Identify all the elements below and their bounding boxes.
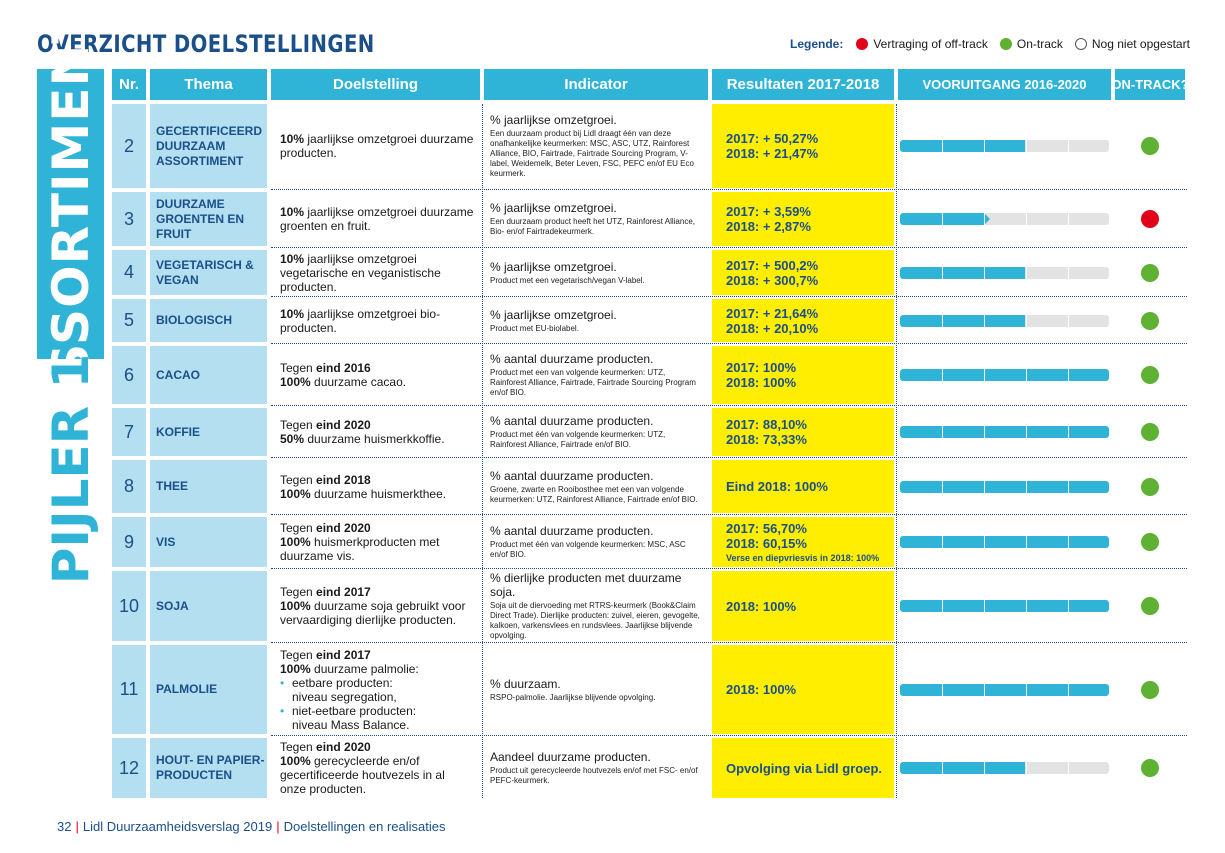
progress-bar-fill xyxy=(900,426,1109,438)
result-line: 2018: 100% xyxy=(726,598,797,614)
progress-bar xyxy=(900,600,1109,612)
progress-bar-segment-divider xyxy=(1026,369,1027,381)
row-indicator xyxy=(484,645,708,734)
page-title: OVERZICHT DOELSTELLINGEN xyxy=(37,30,375,58)
progress-bar-segment-divider xyxy=(1068,213,1069,225)
progress-bar xyxy=(900,369,1109,381)
progress-bar-segment-divider xyxy=(1068,481,1069,493)
indicator-title: % jaarlijkse omzetgroei. xyxy=(490,307,617,322)
green-status-icon xyxy=(1141,264,1159,282)
progress-bar-segment-divider xyxy=(984,213,985,225)
row-number: 4 xyxy=(112,250,146,295)
row-progress xyxy=(898,460,1111,513)
indicator-note: Product met één van volgende keurmerken: MSC, ASC en/of BIO. xyxy=(490,540,686,559)
row-status xyxy=(1115,104,1185,188)
progress-bar-fill xyxy=(900,481,1109,493)
goal-deadline-date: eind 2020 xyxy=(316,740,371,754)
indicator-title: % duurzaam. xyxy=(490,676,561,691)
goal-deadline-date: eind 2016 xyxy=(316,361,371,375)
row-progress xyxy=(898,517,1111,567)
progress-bar-segment-divider xyxy=(1026,684,1027,696)
progress-bar-segment-divider xyxy=(942,369,943,381)
goal-bullet-sub: niveau segregation, xyxy=(292,689,397,704)
indicator-note: Product met een vegetarisch/vegan V-label. xyxy=(490,275,645,285)
row-progress xyxy=(898,346,1111,404)
header-vooruitgang: VOORUITGANG 2016-2020 xyxy=(898,69,1111,100)
progress-bar-fill xyxy=(900,369,1109,381)
row-results xyxy=(712,738,894,798)
pillar-pijler xyxy=(37,353,104,585)
legend-item-on-track xyxy=(1000,37,1063,51)
row-divider xyxy=(271,514,1187,515)
row-status xyxy=(1115,460,1185,513)
indicator-note: Een duurzaam product heeft het UTZ, Rainforest Alliance, Bio- en/of Fairtradekeurmerk. xyxy=(490,217,695,236)
progress-bar-segment-divider xyxy=(1068,600,1069,612)
goal-deadline xyxy=(280,418,371,432)
goal-value: 50% xyxy=(280,432,305,446)
goal-bullet-sub: niveau Mass Balance. xyxy=(292,717,410,732)
column-divider xyxy=(482,104,483,798)
goal-text xyxy=(280,252,474,294)
progress-bar-segment-divider xyxy=(942,536,943,548)
progress-bar-segment-divider xyxy=(1068,369,1069,381)
row-results xyxy=(712,408,894,456)
row-status xyxy=(1115,645,1185,734)
pillar-pijler-label: PIJLER 1 xyxy=(41,353,100,585)
pillar-assortiment-label: ASSORTIMENT xyxy=(41,8,100,420)
indicator-note: Een duurzaam product bij Lidl draagt één van deze onafhankelijke keurmerken: MSC, ASC, UTZ, Rainforest Alliance, BIO, Fairtrade, Fairtrade Sourcing Program, V-label, Weidemelk, Beter Leven, FSC, PEFC en/of EU Eco keurmerk. xyxy=(490,129,694,178)
result-line: 2017: 100% xyxy=(726,360,797,375)
row-goal xyxy=(271,517,480,567)
progress-bar-segment-divider xyxy=(1026,140,1027,152)
result-line: 2017: 56,70% xyxy=(726,520,807,536)
row-theme: VEGETARISCH & VEGAN xyxy=(150,250,267,295)
result-line: 2017: + 500,2% xyxy=(726,257,819,273)
row-results xyxy=(712,299,894,342)
goal-deadline-prefix: Tegen xyxy=(280,585,317,599)
footer: 32 | Lidl Duurzaamheidsverslag 2019 | Doelstellingen en realisaties xyxy=(57,819,446,834)
progress-bar xyxy=(900,267,1109,279)
goal-description: duurzame huismerkkoffie. xyxy=(304,432,445,446)
row-status xyxy=(1115,250,1185,295)
goal-value: 100% xyxy=(280,486,311,501)
goal-description: duurzame huismerkthee. xyxy=(310,486,447,501)
goal-value: 100% xyxy=(280,599,311,613)
row-divider xyxy=(271,642,1187,643)
legend-label: Legende: xyxy=(790,37,844,51)
progress-bar xyxy=(900,481,1109,493)
progress-bar-segment-divider xyxy=(984,426,985,438)
progress-bar-segment-divider xyxy=(1026,536,1027,548)
goal-deadline-prefix: Tegen xyxy=(280,361,317,375)
indicator-title: % aantal duurzame producten. xyxy=(490,468,654,483)
row-number: 11 xyxy=(112,645,146,734)
progress-bar-segment-divider xyxy=(984,140,985,152)
result-line: 2018: 60,15% xyxy=(726,535,807,551)
row-results xyxy=(712,192,894,246)
goal-deadline-date: eind 2017 xyxy=(316,585,371,599)
progress-bar-segment-divider xyxy=(942,213,943,225)
goal-deadline xyxy=(280,521,371,535)
row-number: 2 xyxy=(112,104,146,188)
progress-bar-segment-divider xyxy=(1026,315,1027,327)
report-title: Lidl Duurzaamheidsverslag 2019 xyxy=(82,819,273,834)
progress-bar-segment-divider xyxy=(984,481,985,493)
indicator-note: Groene, zwarte en Rooibosthee met een van volgende keurmerken: UTZ, Rainforest Alliance, Fairtrade en/of BIO. xyxy=(490,484,698,504)
row-indicator xyxy=(484,460,708,513)
result-line: 2018: + 2,87% xyxy=(726,219,811,234)
row-number: 3 xyxy=(112,192,146,246)
header-nr: Nr. xyxy=(112,69,146,100)
indicator-title: % aantal duurzame producten. xyxy=(490,524,654,538)
row-theme: BIOLOGISCH xyxy=(150,299,267,342)
goal-deadline-prefix: Tegen xyxy=(280,472,317,487)
result-line: 2018: 73,33% xyxy=(726,432,807,447)
goal-description: jaarlijkse omzetgroei vegetarische en veganistische producten. xyxy=(280,251,441,294)
goal-deadline-date: eind 2018 xyxy=(316,472,371,487)
green-status-icon xyxy=(1141,312,1159,330)
goal-text xyxy=(280,487,446,501)
result-line: 2018: + 300,7% xyxy=(726,272,819,288)
goal-bullet: • eetbare producten: xyxy=(280,676,393,690)
row-goal xyxy=(271,346,480,404)
goal-value: 10% xyxy=(280,306,305,321)
progress-bar-segment-divider xyxy=(1068,426,1069,438)
row-status xyxy=(1115,738,1185,798)
pillar-assortiment xyxy=(37,8,104,420)
progress-bar-segment-divider xyxy=(1068,536,1069,548)
progress-bar-segment-divider xyxy=(942,600,943,612)
indicator-note: RSPO-palmolie. Jaarlijkse blijvende opvolging. xyxy=(490,692,656,702)
progress-bar-segment-divider xyxy=(1026,600,1027,612)
progress-bar xyxy=(900,426,1109,438)
pillar-sidebar xyxy=(37,8,104,797)
row-number: 8 xyxy=(112,460,146,513)
progress-bar-segment-divider xyxy=(984,600,985,612)
row-status xyxy=(1115,408,1185,456)
legend-item-label: Nog niet opgestart xyxy=(1091,37,1190,51)
indicator-title: Aandeel duurzame producten. xyxy=(490,750,651,764)
indicator-title: % jaarlijkse omzetgroei. xyxy=(490,201,617,215)
row-indicator xyxy=(484,299,708,342)
legend-item-label: On-track xyxy=(1016,37,1063,51)
result-line: 2017: + 50,27% xyxy=(726,131,819,146)
row-status xyxy=(1115,517,1185,567)
row-indicator xyxy=(484,104,708,188)
goal-deadline xyxy=(280,648,371,662)
goal-text xyxy=(280,205,474,233)
goal-text xyxy=(280,307,474,335)
row-progress xyxy=(898,738,1111,798)
goal-description: gerecycleerde en/of gecertificeerde houtvezels in al onze producten. xyxy=(280,754,445,796)
goal-value: 100% xyxy=(280,375,311,389)
row-indicator xyxy=(484,192,708,246)
red-dot-icon xyxy=(856,38,868,50)
row-goal xyxy=(271,250,480,295)
indicator-note: Soja uit de diervoeding met RTRS-keurmerk (Book&Claim Direct Trade). Dierlijke producten: zuivel, eieren, gevogelte, kalkoen, varkensvlees en rundsvlees. Jaarlijkse blijvende opvolging. xyxy=(490,601,700,640)
progress-bar-segment-divider xyxy=(942,267,943,279)
goal-description: jaarlijkse omzetgroei duurzame producten. xyxy=(280,132,474,160)
row-theme: PALMOLIE xyxy=(150,645,267,734)
progress-bar-fill xyxy=(900,267,1025,279)
legend xyxy=(790,37,1190,51)
progress-bar-segment-divider xyxy=(1068,762,1069,774)
progress-bar-segment-divider xyxy=(942,140,943,152)
result-line: 2018: + 20,10% xyxy=(726,320,819,336)
row-results xyxy=(712,645,894,734)
row-divider xyxy=(271,343,1187,344)
row-indicator xyxy=(484,408,708,456)
indicator-title: % dierlijke producten met duurzame soja. xyxy=(490,571,682,599)
indicator-title: % jaarlijkse omzetgroei. xyxy=(490,259,617,274)
progress-bar-fill xyxy=(900,536,1109,548)
progress-bar xyxy=(900,684,1109,696)
goal-text xyxy=(280,432,445,446)
progress-bar-segment-divider xyxy=(1026,762,1027,774)
row-progress xyxy=(898,571,1111,641)
green-status-icon xyxy=(1141,533,1159,551)
goal-deadline xyxy=(280,740,371,754)
section-title: Doelstellingen en realisaties xyxy=(283,819,446,834)
green-dot-icon xyxy=(1000,38,1012,50)
legend-item-label: Vertraging of off-track xyxy=(873,37,988,51)
goal-deadline-prefix: Tegen xyxy=(280,740,317,754)
indicator-note: Product met EU-biolabel. xyxy=(490,323,579,333)
goal-description: jaarlijkse omzetgroei bio-producten. xyxy=(280,306,441,335)
indicator-title: % jaarlijkse omzetgroei. xyxy=(490,113,617,127)
result-line: 2018: + 21,47% xyxy=(726,146,819,161)
goal-deadline-date: eind 2020 xyxy=(316,418,371,432)
indicator-note: Product met één van volgende keurmerken: UTZ, Rainforest Alliance, Fairtrade en/of BIO. xyxy=(490,430,666,449)
row-theme: GECERTIFICEERD DUURZAAM ASSORTIMENT xyxy=(150,104,267,188)
progress-bar-segment-divider xyxy=(984,684,985,696)
row-theme: HOUT- EN PAPIER-PRODUCTEN xyxy=(150,738,267,798)
progress-bar-fill xyxy=(900,684,1109,696)
row-goal xyxy=(271,738,480,798)
column-divider xyxy=(896,104,897,798)
green-status-icon xyxy=(1141,759,1159,777)
row-progress xyxy=(898,299,1111,342)
row-status xyxy=(1115,346,1185,404)
progress-bar-segment-divider xyxy=(984,369,985,381)
green-status-icon xyxy=(1141,366,1159,384)
goal-text xyxy=(280,132,474,160)
row-divider xyxy=(271,735,1187,736)
result-line: 2017: + 3,59% xyxy=(726,204,811,219)
row-indicator xyxy=(484,571,708,641)
goal-description: duurzame palmolie: xyxy=(310,661,419,676)
green-status-icon xyxy=(1141,597,1159,615)
progress-bar-segment-divider xyxy=(1068,315,1069,327)
progress-bar-segment-divider xyxy=(1026,213,1027,225)
indicator-note: Product met een van volgende keurmerken: UTZ, Rainforest Alliance, Fairtrade, Fairtrade Sourcing Program en/of BIO. xyxy=(490,368,696,397)
goal-value: 100% xyxy=(280,661,311,676)
goal-deadline xyxy=(280,473,371,487)
progress-bar xyxy=(900,315,1109,327)
goal-value: 10% xyxy=(280,205,305,219)
row-results xyxy=(712,104,894,188)
indicator-title: % aantal duurzame producten. xyxy=(490,414,654,428)
row-divider xyxy=(271,296,1187,297)
progress-bar-segment-divider xyxy=(1026,426,1027,438)
row-number: 6 xyxy=(112,346,146,404)
indicator-title: % aantal duurzame producten. xyxy=(490,352,654,366)
row-number: 9 xyxy=(112,517,146,567)
goal-bullet: • niet-eetbare producten: xyxy=(280,704,416,718)
progress-bar-segment-divider xyxy=(984,536,985,548)
header-thema: Thema xyxy=(150,69,267,100)
progress-bar-segment-divider xyxy=(984,315,985,327)
row-results xyxy=(712,517,894,567)
progress-bar xyxy=(900,213,1109,225)
row-results xyxy=(712,346,894,404)
green-status-icon xyxy=(1141,137,1159,155)
indicator-note: Product uit gerecycleerde houtvezels en/of met FSC- en/of PEFC-keurmerk. xyxy=(490,766,698,785)
row-goal xyxy=(271,460,480,513)
progress-bar-fill xyxy=(900,600,1109,612)
goal-text xyxy=(280,375,406,389)
row-results xyxy=(712,460,894,513)
progress-bar-segment-divider xyxy=(942,426,943,438)
header-indicator: Indicator xyxy=(484,69,708,100)
progress-bar-segment-divider xyxy=(942,684,943,696)
legend-item-not-started xyxy=(1075,37,1190,51)
row-progress xyxy=(898,645,1111,734)
row-goal xyxy=(271,571,480,641)
row-status xyxy=(1115,299,1185,342)
row-progress xyxy=(898,408,1111,456)
row-progress xyxy=(898,250,1111,295)
result-line: 2017: + 21,64% xyxy=(726,305,819,321)
row-progress xyxy=(898,192,1111,246)
goal-text xyxy=(280,599,474,627)
row-divider xyxy=(271,189,1187,190)
row-divider xyxy=(271,568,1187,569)
progress-bar-fill xyxy=(900,762,1025,774)
progress-bar-segment-divider xyxy=(1068,684,1069,696)
goal-deadline-date: eind 2020 xyxy=(316,521,371,535)
row-goal xyxy=(271,104,480,188)
progress-bar-fill xyxy=(900,315,1025,327)
goal-text xyxy=(280,754,474,796)
progress-bar-segment-divider xyxy=(1068,267,1069,279)
row-theme: VIS xyxy=(150,517,267,567)
result-line: Opvolging via Lidl groep. xyxy=(726,760,883,776)
result-line: 2017: 88,10% xyxy=(726,417,807,432)
progress-bar-segment-divider xyxy=(942,762,943,774)
result-line: 2018: 100% xyxy=(726,375,797,390)
row-number: 12 xyxy=(112,738,146,798)
progress-bar-fill xyxy=(900,140,1025,152)
row-number: 10 xyxy=(112,571,146,641)
row-progress xyxy=(898,104,1111,188)
empty-dot-icon xyxy=(1075,38,1087,50)
row-goal xyxy=(271,645,480,734)
red-status-icon xyxy=(1141,210,1159,228)
progress-bar xyxy=(900,762,1109,774)
row-results xyxy=(712,571,894,641)
row-status xyxy=(1115,571,1185,641)
page-number: 32 xyxy=(57,819,72,834)
progress-bar-segment-divider xyxy=(1026,481,1027,493)
header-ontrack: ON-TRACK? xyxy=(1115,69,1185,100)
goal-value: 10% xyxy=(280,251,305,266)
row-divider xyxy=(271,405,1187,406)
result-line: 2018: 100% xyxy=(726,682,797,697)
header-resultaten: Resultaten 2017-2018 xyxy=(712,69,894,100)
goal-value: 100% xyxy=(280,535,311,549)
progress-bar xyxy=(900,536,1109,548)
row-goal xyxy=(271,192,480,246)
goal-description: duurzame cacao. xyxy=(310,375,407,389)
row-theme: SOJA xyxy=(150,571,267,641)
goal-text xyxy=(280,662,419,676)
green-status-icon xyxy=(1141,681,1159,699)
row-indicator xyxy=(484,738,708,798)
green-status-icon xyxy=(1141,478,1159,496)
row-goal xyxy=(271,408,480,456)
green-status-icon xyxy=(1141,423,1159,441)
goal-description: duurzame soja gebruikt voor vervaardiging dierlijke producten. xyxy=(280,599,466,627)
row-theme: DUURZAME GROENTEN EN FRUIT xyxy=(150,192,267,246)
goal-text xyxy=(280,535,474,563)
row-goal xyxy=(271,299,480,342)
row-theme: KOFFIE xyxy=(150,408,267,456)
row-theme: CACAO xyxy=(150,346,267,404)
goal-description: huismerkproducten met duurzame vis. xyxy=(280,535,440,563)
goal-deadline-date: eind 2017 xyxy=(316,647,371,662)
row-results xyxy=(712,250,894,295)
legend-item-off-track xyxy=(856,37,988,51)
goal-deadline-prefix: Tegen xyxy=(280,647,317,662)
progress-bar-segment-divider xyxy=(942,481,943,493)
header-doelstelling: Doelstelling xyxy=(271,69,480,100)
goal-value: 100% xyxy=(280,754,311,768)
row-status xyxy=(1115,192,1185,246)
row-indicator xyxy=(484,346,708,404)
row-divider xyxy=(271,247,1187,248)
row-theme: THEE xyxy=(150,460,267,513)
progress-bar-segment-divider xyxy=(942,315,943,327)
progress-bar xyxy=(900,140,1109,152)
row-number: 7 xyxy=(112,408,146,456)
progress-bar-segment-divider xyxy=(1026,267,1027,279)
goal-deadline xyxy=(280,585,371,599)
row-indicator xyxy=(484,517,708,567)
row-indicator xyxy=(484,250,708,295)
goal-deadline-prefix: Tegen xyxy=(280,521,317,535)
result-line: Eind 2018: 100% xyxy=(726,479,828,494)
result-note: Verse en diepvriesvis in 2018: 100% xyxy=(726,552,880,563)
progress-bar-segment-divider xyxy=(984,762,985,774)
row-divider xyxy=(271,457,1187,458)
row-number: 5 xyxy=(112,299,146,342)
progress-bar-segment-divider xyxy=(1068,140,1069,152)
progress-bar-segment-divider xyxy=(984,267,985,279)
goal-deadline-prefix: Tegen xyxy=(280,418,317,432)
goal-deadline xyxy=(280,361,371,375)
goal-description: jaarlijkse omzetgroei duurzame groenten en fruit. xyxy=(280,205,474,233)
goal-value: 10% xyxy=(280,132,305,146)
